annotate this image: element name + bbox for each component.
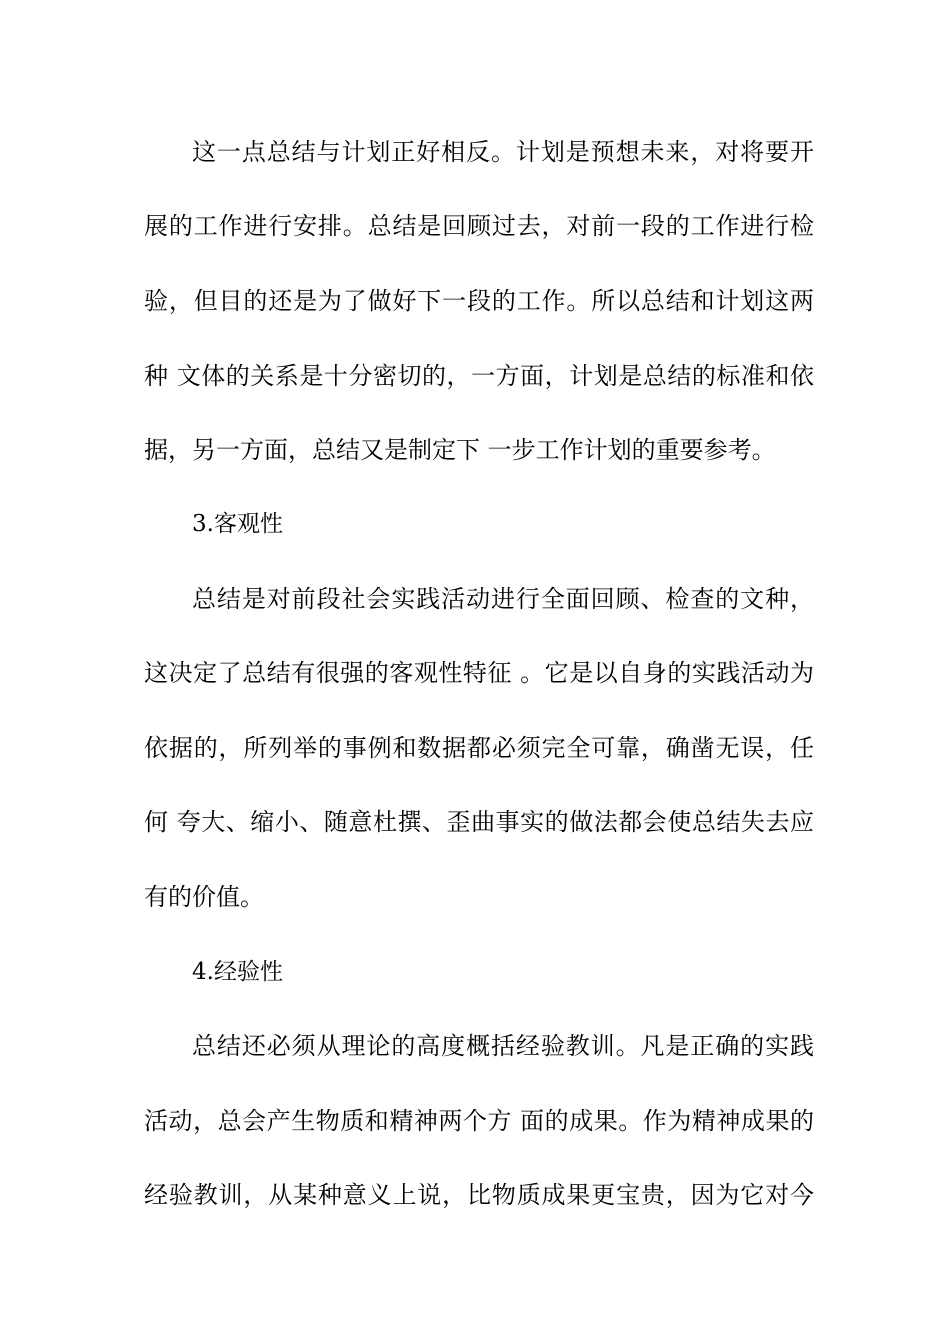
paragraph-3-line-1: 总结还必须从理论的高度概括经验教训。凡是正确的实践 bbox=[192, 1032, 814, 1060]
paragraph-1-line-3: 验，但目的还是为了做好下一段的工作。所以总结和计划这两 bbox=[144, 287, 814, 315]
section-heading-4: 4.经验性 bbox=[192, 959, 283, 985]
section-heading-3: 3.客观性 bbox=[192, 511, 283, 537]
paragraph-2-line-1: 总结是对前段社会实践活动进行全面回顾、检查的文种， bbox=[192, 585, 814, 613]
paragraph-1-line-5: 据，另一方面，总结又是制定下 一步工作计划的重要参考。 bbox=[144, 436, 776, 464]
paragraph-1-line-2: 展的工作进行安排。总结是回顾过去，对前一段的工作进行检 bbox=[144, 212, 814, 240]
paragraph-1-line-1: 这一点总结与计划正好相反。计划是预想未来，对将要开 bbox=[192, 138, 814, 166]
paragraph-2-line-2: 这决定了总结有很强的客观性特征 。它是以自身的实践活动为 bbox=[144, 659, 814, 687]
paragraph-2-line-4: 何 夸大、缩小、随意杜撰、歪曲事实的做法都会使总结失去应 bbox=[144, 808, 814, 836]
paragraph-2-line-5: 有的价值。 bbox=[144, 883, 264, 911]
paragraph-2-line-3: 依据的，所列举的事例和数据都必须完全可靠，确凿无误，任 bbox=[144, 734, 814, 762]
paragraph-1-line-4: 种 文体的关系是十分密切的，一方面，计划是总结的标准和依 bbox=[144, 362, 814, 390]
paragraph-3-line-2: 活动，总会产生物质和精神两个方 面的成果。作为精神成果的 bbox=[144, 1107, 814, 1135]
paragraph-3-line-3: 经验教训，从某种意义上说，比物质成果更宝贵，因为它对今 bbox=[144, 1181, 814, 1209]
